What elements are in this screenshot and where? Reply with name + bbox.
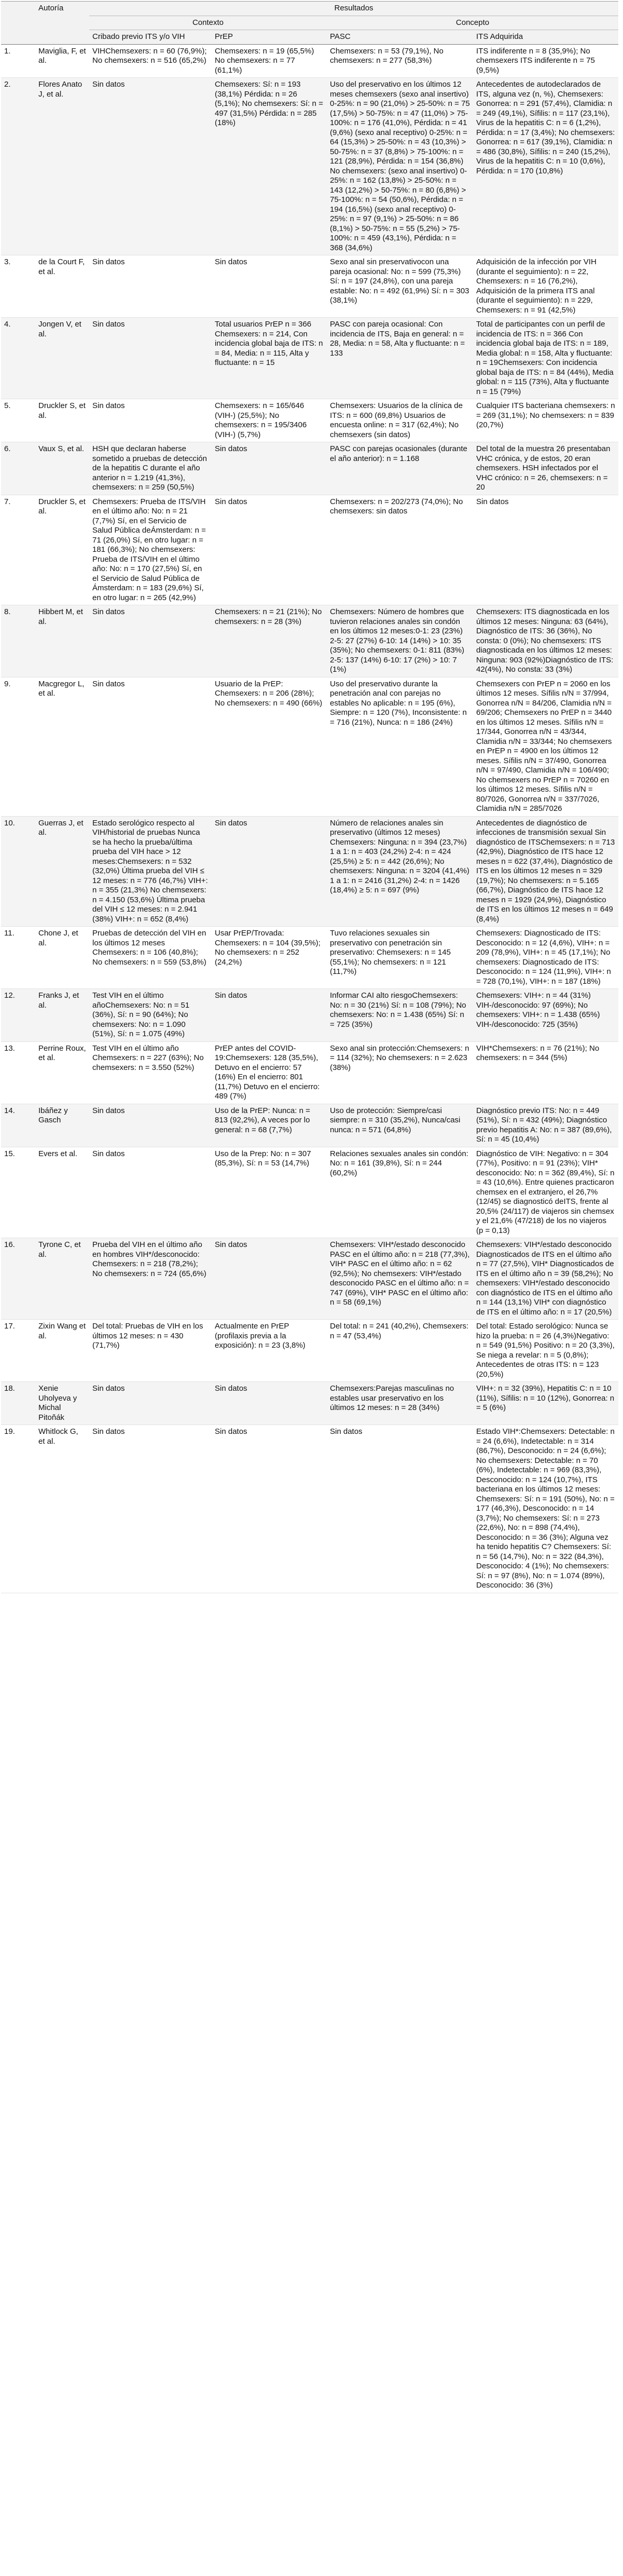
cell-cribado: Sin datos [89, 1147, 212, 1238]
cell-its: Cualquier ITS bacteriana chemsexers: n = 269 (31,1%); No chemsexers: n = 839 (20,7%) [473, 399, 618, 442]
cell-prep: Sin datos [212, 989, 327, 1042]
row-number: 4. [1, 318, 35, 399]
cell-its: Antecedentes de diagnóstico de infecciones de transmisión sexual Sin diagnóstico de ITSChemsexers: n = 713 (42,9%), Diagnóstico de ITS hace 12 meses n = 622 (37,4%), Diagnóstico de ITS en los últimos 12 meses n = 329 (19,7%); No chemsexers: n = 5.165 (66,7%), Diagnóstico de ITS hace 12 meses n = 1929 (24,9%), Diagnóstico de ITS en los últimos 12 meses n = 649 (8,4%) [473, 816, 618, 927]
table-row [1, 399, 618, 442]
row-number: 13. [1, 1041, 35, 1104]
cell-pasc: Uso del preservativo en los últimos 12 meses chemsexers (sexo anal insertivo) 0-25%: n = 90 (21,0%) > 25-50%: n = 75 (17,5%) > 50-75%: n = 47 (11,0%) > 75-100%: n = 176 (41,0%), Pérdida: n = 41 (9,6%) (sexo anal receptivo) 0-25%: n = 64 (15,3%) > 25-50%: n = 43 (10,3%) > 50-75%: n = 37 (8,8%) > 75-100%: n = 121 (28,9%), Pérdida: n = 154 (36,8%) No chemsexers: (sexo anal insertivo) 0-25%: n = 162 (13,8%) > 25-50%: n = 143 (12,2%) > 50-75%: n = 80 (6,8%) > 75-100%: n = 54 (50,6%), Pérdida: n = 194 (16,5%) (sexo anal receptivo) 0-25%: n = 97 (9,1%) > 25-50%: n = 86 (8,1%) > 50-75%: n = 55 (5,2%) > 75-100%: n = 459 (43,1%), Pérdida: n = 368 (34,6%) [327, 78, 473, 255]
cell-pasc: Tuvo relaciones sexuales sin preservativo con penetración sin preservativo: Chemsexers: n = 145 (55,1%); No chemsexers: n = 121 (11,7%) [327, 927, 473, 989]
table-row [1, 1320, 618, 1382]
row-number: 14. [1, 1104, 35, 1147]
row-author: Macgregor L, et al. [35, 677, 89, 816]
cell-its: Chemsexers: ITS diagnosticada en los últimos 12 meses: Ninguna: 63 (64%), Diagnóstico de ITS: 36 (36%), No consta: 0 (0%); No chemsexers: ITS diagnosticada en los últimos 12 meses: Ninguna: 903 (92%)Diagnóstico de ITS: 42(4%), No consta: 33 (3%) [473, 605, 618, 677]
cell-pasc: Relaciones sexuales anales sin condón: No: n = 161 (39,8%), Sí: n = 244 (60,2%) [327, 1147, 473, 1238]
cell-pasc: Chemsexers: VIH*/estado desconocido PASC en el último año: n = 218 (77,3%), VIH* PASC en el último año: n = 62 (92,5%); No chemsexers: VIH*/estado desconocido PASC en el último año: n = 747 (69%), VIH* PASC en el último año: n = 58 (69,1%) [327, 1238, 473, 1320]
cell-cribado: Sin datos [89, 677, 212, 816]
header-cribado: Cribado previo ITS y/o VIH [89, 30, 212, 45]
cell-cribado: HSH que declaran haberse sometido a pruebas de detección de la hepatitis C durante el año anterior n = 1.219 (41,3%), chemsexers: n = 259 (50,5%) [89, 442, 212, 495]
header-its: ITS Adquirida [473, 30, 618, 45]
cell-prep: Total usuarios PrEP n = 366 Chemsexers: n = 214, Con incidencia global baja de ITS: n = 84, Media: n = 115, Alta y fluctuante: n = 15 [212, 318, 327, 399]
cell-pasc: Uso de protección: Siempre/casi siempre: n = 310 (35,2%), Nunca/casi nunca: n = 571 (64,8%) [327, 1104, 473, 1147]
cell-prep: Uso de la Prep: No: n = 307 (85,3%), Sí: n = 53 (14,7%) [212, 1147, 327, 1238]
cell-prep: Sin datos [212, 442, 327, 495]
cell-pasc: PASC con parejas ocasionales (durante el año anterior): n = 1.168 [327, 442, 473, 495]
cell-prep: PrEP antes del COVID-19:Chemsexers: 128 (35,5%), Detuvo en el encierro: 57 (16%) En el encierro: 801 (11,7%) Detuvo en el encierro: 489 (7%) [212, 1041, 327, 1104]
cell-its: Chemsexers con PrEP n = 2060 en los últimos 12 meses. Sífilis n/N = 37/994, Gonorrea n/N = 84/206, Clamidia n/N = 69/206; Chemsexers no PrEP n = 3440 en los últimos 12 meses. Sífilis n/N = 17/344, Gonorrea n/N = 43/344, Clamidia n/N = 33/344; No chemsexers en PrEP n = 4900 en los últimos 12 meses. Sífilis n/N = 37/490, Gonorrea n/N = 97/490, Clamidia n/N = 106/490; No chemsexers no PrEP n = 70260 en los últimos 12 meses. Sífilis n/N = 80/7026, Gonorrea n/N = 337/7026, Clamidia n/N = 285/7026 [473, 677, 618, 816]
table-row [1, 927, 618, 989]
table-row [1, 677, 618, 816]
row-number: 2. [1, 78, 35, 255]
cell-cribado: Sin datos [89, 255, 212, 318]
cell-pasc: Número de relaciones anales sin preservativo (últimos 12 meses) Chemsexers: Ninguna: n = 394 (23,7%) 1 a 1: n = 403 (24,2%) 2-4: n = 424 (25,5%) ≥ 5: n = 442 (26,6%); No chemsexers: Ninguna: n = 3204 (41,4%) 1 a 1: n = 2416 (31,2%) 2-4: n = 1426 (18,4%) ≥ 5: n = 697 (9%) [327, 816, 473, 927]
cell-cribado: Sin datos [89, 1104, 212, 1147]
row-number: 10. [1, 816, 35, 927]
cell-pasc: Chemsexers: n = 53 (79,1%), No chemsexers: n = 277 (58,3%) [327, 44, 473, 78]
cell-prep: Sin datos [212, 1425, 327, 1593]
row-number: 16. [1, 1238, 35, 1320]
cell-prep: Chemsexers: n = 165/646 (VIH-) (25,5%); No chemsexers: n = 195/3406 (VIH-) (5,7%) [212, 399, 327, 442]
cell-cribado: Test VIH en el último añoChemsexers: No: n = 51 (36%), Sí: n = 90 (64%); No chemsexers: No: n = 1.090 (51%), Sí: n = 1.075 (49%) [89, 989, 212, 1042]
row-author: Druckler S, et al. [35, 399, 89, 442]
cell-cribado: Prueba del VIH en el último año en hombres VIH*/desconocido: Chemsexers: n = 218 (78,2%); No chemsexers: n = 724 (65,6%) [89, 1238, 212, 1320]
row-author: Perrine Roux, et al. [35, 1041, 89, 1104]
table-row [1, 44, 618, 78]
row-number: 18. [1, 1382, 35, 1425]
table-row [1, 495, 618, 605]
cell-prep: Sin datos [212, 495, 327, 605]
table-row [1, 255, 618, 318]
cell-prep: Usar PrEP/Trovada: Chemsexers: n = 104 (39,5%); No chemsexers: n = 252 (24,2%) [212, 927, 327, 989]
table-row [1, 318, 618, 399]
cell-pasc: Chemsexers:Parejas masculinas no estables usar preservativo en los últimos 12 meses: n = 28 (34%) [327, 1382, 473, 1425]
cell-its: Estado VIH*:Chemsexers: Detectable: n = 24 (6,6%), Indetectable: n = 314 (86,7%), Desconocido: n = 24 (6,6%); No chemsexers: Detectable: n = 70 (6%), Indetectable: n = 969 (83,3%), Desconocido: n = 124 (10,7%), ITS bacteriana en los últimos 12 meses: Chemsexers: Sí: n = 191 (50%), No: n = 177 (46,3%), Desconocido: n = 14 (3,7%); No chemsexers: Sí: n = 273 (22,6%), No: n = 898 (74,4%), Desconocido: n = 36 (3%); Alguna vez ha tenido hepatitis C? Chemsexers: Sí: n = 56 (14,7%), No: n = 322 (84,3%), Desconocido: 4 (1%); No chemsexers: Sí: n = 97 (8%), No: n = 1.074 (89%), Desconocido: 36 (3%) [473, 1425, 618, 1593]
table-row [1, 1041, 618, 1104]
table-body [1, 44, 618, 1593]
row-author: Maviglia, F, et al. [35, 44, 89, 78]
cell-pasc: PASC con pareja ocasional: Con incidencia de ITS, Baja en general: n = 28, Media: n = 58, Alta y fluctuante: n = 133 [327, 318, 473, 399]
cell-pasc: Uso del preservativo durante la penetración anal con parejas no estables No aplicable: n = 195 (6%), Siempre: n = 120 (7%), Inconsistente: n = 716 (21%), Nunca: n = 186 (24%) [327, 677, 473, 816]
cell-prep: Sin datos [212, 1238, 327, 1320]
cell-prep: Uso de la PrEP: Nunca: n = 813 (92,2%), A veces por lo general: n = 68 (7,7%) [212, 1104, 327, 1147]
table-row [1, 1425, 618, 1593]
cell-its: Chemsexers: VIH+: n = 44 (31%) VIH-/desconocido: 97 (69%); No chemsexers: VIH+: n = 1.438 (65%) VIH-/desconocido: 725 (35%) [473, 989, 618, 1042]
cell-prep: Actualmente en PrEP (profilaxis previa a la exposición): n = 23 (3,8%) [212, 1320, 327, 1382]
cell-its: ITS indiferente n = 8 (35,9%); No chemsexers ITS indiferente n = 75 (9,5%) [473, 44, 618, 78]
row-author: Vaux S, et al. [35, 442, 89, 495]
cell-pasc: Chemsexers: Número de hombres que tuvieron relaciones anales sin condón en los últimos 12 meses:0-1: 23 (23%) 2-5: 27 (27%) 6-10: 14 (14%) > 10: 35 (35%); No chemsexers: 0-1: 811 (83%) 2-5: 137 (14%) 6-10: 17 (2%) > 10: 7 (1%) [327, 605, 473, 677]
cell-its: Total de participantes con un perfil de incidencia de ITS: n = 366 Con incidencia global baja de ITS: n = 189, Media global: n = 158, Alta y fluctuante: n = 19Chemsexers: Con incidencia global baja de ITS: n = 84 (44%), Media global: n = 115 (73%), Alta y fluctuante n = 15 (79%) [473, 318, 618, 399]
cell-cribado: Sin datos [89, 1425, 212, 1593]
table-row [1, 989, 618, 1042]
cell-cribado: Sin datos [89, 399, 212, 442]
cell-cribado: Test VIH en el último año Chemsexers: n = 227 (63%); No chemsexers: n = 3.550 (52%) [89, 1041, 212, 1104]
cell-pasc: Sexo anal sin protección:Chemsexers: n = 114 (32%); No chemsexers: n = 2.623 (38%) [327, 1041, 473, 1104]
header-concepto: Concepto [327, 16, 618, 30]
row-number: 9. [1, 677, 35, 816]
row-number: 8. [1, 605, 35, 677]
cell-cribado: Estado serológico respecto al VIH/historial de pruebas Nunca se ha hecho la prueba/última prueba del VIH hace > 12 meses:Chemsexers: n = 532 (32,0%) Última prueba del VIH ≤ 12 meses: n = 776 (46,7%) VIH+: n = 355 (21,3%) No chemsexers: n = 4.150 (53,6%) Última prueba del VIH ≤ 12 meses: n = 2.941 (38%) VIH+: n = 652 (8,4%) [89, 816, 212, 927]
row-author: Guerras J, et al. [35, 816, 89, 927]
row-author: Chone J, et al. [35, 927, 89, 989]
row-number: 6. [1, 442, 35, 495]
row-author: Evers et al. [35, 1147, 89, 1238]
cell-prep: Usuario de la PrEP: Chemsexers: n = 206 (28%); No chemsexers: n = 490 (66%) [212, 677, 327, 816]
cell-its: Diagnóstico previo ITS: No: n = 449 (51%), Sí: n = 432 (49%); Diagnóstico previo hepatitis A: No: n = 387 (89,6%), Sí: n = 45 (10,4%) [473, 1104, 618, 1147]
cell-cribado: Sin datos [89, 318, 212, 399]
row-number: 15. [1, 1147, 35, 1238]
cell-its: VIH+: n = 32 (39%), Hepatitis C: n = 10 (11%), Sífilis: n = 10 (12%), Gonorrea: n = 5 (6%) [473, 1382, 618, 1425]
header-num [1, 2, 35, 16]
table-header [1, 2, 618, 45]
cell-its: Adquisición de la infección por VIH (durante el seguimiento): n = 22, Chemsexers: n = 16 (76,2%), Adquisición de la primera ITS anal (durante el seguimiento): n = 229, Chemsexers: n = 91 (42,5%) [473, 255, 618, 318]
row-author: Ibáñez y Gasch [35, 1104, 89, 1147]
cell-pasc: Chemsexers: n = 202/273 (74,0%); No chemsexers: sin datos [327, 495, 473, 605]
cell-cribado: Pruebas de detección del VIH en los últimos 12 meses Chemsexers: n = 106 (40,8%); No chemsexers: n = 559 (53,8%) [89, 927, 212, 989]
cell-cribado: Sin datos [89, 605, 212, 677]
cell-cribado: Sin datos [89, 1382, 212, 1425]
table-row [1, 78, 618, 255]
cell-cribado: Chemsexers: Prueba de ITS/VIH en el último año: No: n = 21 (7,7%) Sí, en el Servicio de Salud Pública deÁmsterdam: n = 71 (26,0%) Sí, en otro lugar: n = 181 (66,3%); No chemsexers: Prueba de ITS/VIH en el último año: No: n = 170 (27,5%) Sí, en el Servicio de Salud Pública de Ámsterdam: n = 183 (29,6%) Sí, en otro lugar: n = 265 (42,9%) [89, 495, 212, 605]
row-author: Franks J, et al. [35, 989, 89, 1042]
header-pasc: PASC [327, 30, 473, 45]
cell-its: Sin datos [473, 495, 618, 605]
cell-prep: Chemsexers: n = 19 (65,5%) No chemsexers: n = 77 (61,1%) [212, 44, 327, 78]
cell-pasc: Chemsexers: Usuarios de la clínica de ITS: n = 600 (69,8%) Usuarios de encuesta online: n = 317 (62,4%); No chemsexers (sin datos) [327, 399, 473, 442]
header-resultados: Resultados [89, 2, 618, 16]
cell-cribado: Del total: Pruebas de VIH en los últimos 12 meses: n = 430 (71,7%) [89, 1320, 212, 1382]
table-row [1, 816, 618, 927]
row-author: Xenie Uholyeva y Michal Pitoňák [35, 1382, 89, 1425]
cell-its: Chemsexers: VIH*/estado desconocido Diagnosticados de ITS en el último año n = 77 (27,5%), VIH* Diagnosticados de ITS en el último año n = 39 (58,2%); No chemsexers: VIH*/estado desconocido con diagnóstico de ITS en el último año n = 144 (13,1%) VIH* con diagnóstico de ITS en el último año: n = 17 (20,5%) [473, 1238, 618, 1320]
row-number: 11. [1, 927, 35, 989]
row-number: 19. [1, 1425, 35, 1593]
row-number: 7. [1, 495, 35, 605]
row-author: Zixin Wang et al. [35, 1320, 89, 1382]
header-autoria: Autoría [35, 2, 89, 16]
cell-prep: Sin datos [212, 255, 327, 318]
row-author: Jongen V, et al. [35, 318, 89, 399]
row-author: Whitlock G, et al. [35, 1425, 89, 1593]
row-author: Tyrone C, et al. [35, 1238, 89, 1320]
row-author: Druckler S, et al. [35, 495, 89, 605]
cell-pasc: Sin datos [327, 1425, 473, 1593]
cell-its: Del total de la muestra 26 presentaban VHC crónica, y de estos, 20 eran chemsexers. HSH infectados por el VHC crónico: n = 26, chemsexers: n = 20 [473, 442, 618, 495]
row-number: 17. [1, 1320, 35, 1382]
cell-prep: Sin datos [212, 1382, 327, 1425]
cell-its: Diagnóstico de VIH: Negativo: n = 304 (77%), Positivo: n = 91 (23%); VIH* desconocido: No: n = 362 (89,4%), Sí: n = 43 (10,6%). Entre quienes practicaron chemsex en el extranjero, el 26,7% (12/45) se diagnosticó deITS, frente al 20,5% (24/117) de viajeros sin chemsex y el 21,6% (47/218) de los no viajeros (p = 0,13) [473, 1147, 618, 1238]
table-row [1, 1382, 618, 1425]
header-prep: PrEP [212, 30, 327, 45]
cell-prep: Chemsexers: Sí: n = 193 (38,1%) Pérdida: n = 26 (5,1%); No chemsexers: Sí: n = 497 (31,5%) Pérdida: n = 285 (18%) [212, 78, 327, 255]
cell-its: Antecedentes de autodeclarados de ITS, alguna vez (n, %), Chemsexers: Gonorrea: n = 291 (57,4%), Clamidia: n = 249 (49,1%), Sífilis: n = 117 (23,1%), Virus de la hepatitis C: n = 6 (1,2%), Pérdida: n = 17 (3,4%); No chemsexers: Gonorrea: n = 617 (39,1%), Clamidia: n = 486 (30,8%), Sífilis: n = 240 (15,2%), Virus de la hepatitis C: n = 10 (0,6%), Pérdida: n = 170 (10,8%) [473, 78, 618, 255]
row-number: 3. [1, 255, 35, 318]
table-row [1, 1104, 618, 1147]
row-author: de la Court F, et al. [35, 255, 89, 318]
row-author: Flores Anato J, et al. [35, 78, 89, 255]
cell-prep: Chemsexers: n = 21 (21%); No chemsexers: n = 28 (3%) [212, 605, 327, 677]
cell-its: Del total: Estado serológico: Nunca se hizo la prueba: n = 26 (4,3%)Negativo: n = 549 (91,5%) Positivo: n = 20 (3,3%), Se niega a revelar: n = 5 (0,8%); Antecedentes de otras ITS: n = 123 (20,5%) [473, 1320, 618, 1382]
header-contexto: Contexto [89, 16, 327, 30]
table-row [1, 1238, 618, 1320]
cell-its: VIH*Chemsexers: n = 76 (21%); No chemsexers: n = 344 (5%) [473, 1041, 618, 1104]
cell-prep: Sin datos [212, 816, 327, 927]
table-row [1, 1147, 618, 1238]
cell-pasc: Informar CAI alto riesgoChemsexers: No: n = 30 (21%) Sí: n = 108 (79%); No chemsexers: No: n = 1.438 (65%) Sí: n = 725 (35%) [327, 989, 473, 1042]
cell-its: Chemsexers: Diagnosticado de ITS: Desconocido: n = 12 (4,6%), VIH+: n = 209 (78,9%), VIH+: n = 45 (17,1%); No chemsexers: Diagnosticado de ITS: Desconocido: n = 124 (11,9%), VIH+: n = 728 (70,1%), VIH+: n = 187 (18%) [473, 927, 618, 989]
cell-cribado: Sin datos [89, 78, 212, 255]
row-number: 12. [1, 989, 35, 1042]
cell-pasc: Del total: n = 241 (40,2%), Chemsexers: n = 47 (53,4%) [327, 1320, 473, 1382]
table-row [1, 605, 618, 677]
cell-pasc: Sexo anal sin preservativocon una pareja ocasional: No: n = 599 (75,3%) Sí: n = 197 (24,8%), con una pareja estable: No: n = 492 (61,9%) Sí: n = 303 (38,1%) [327, 255, 473, 318]
results-table [1, 1, 618, 1593]
row-number: 1. [1, 44, 35, 78]
cell-cribado: VIHChemsexers: n = 60 (76,9%); No chemsexers: n = 516 (65,2%) [89, 44, 212, 78]
table-row [1, 442, 618, 495]
row-author: Hibbert M, et al. [35, 605, 89, 677]
row-number: 5. [1, 399, 35, 442]
